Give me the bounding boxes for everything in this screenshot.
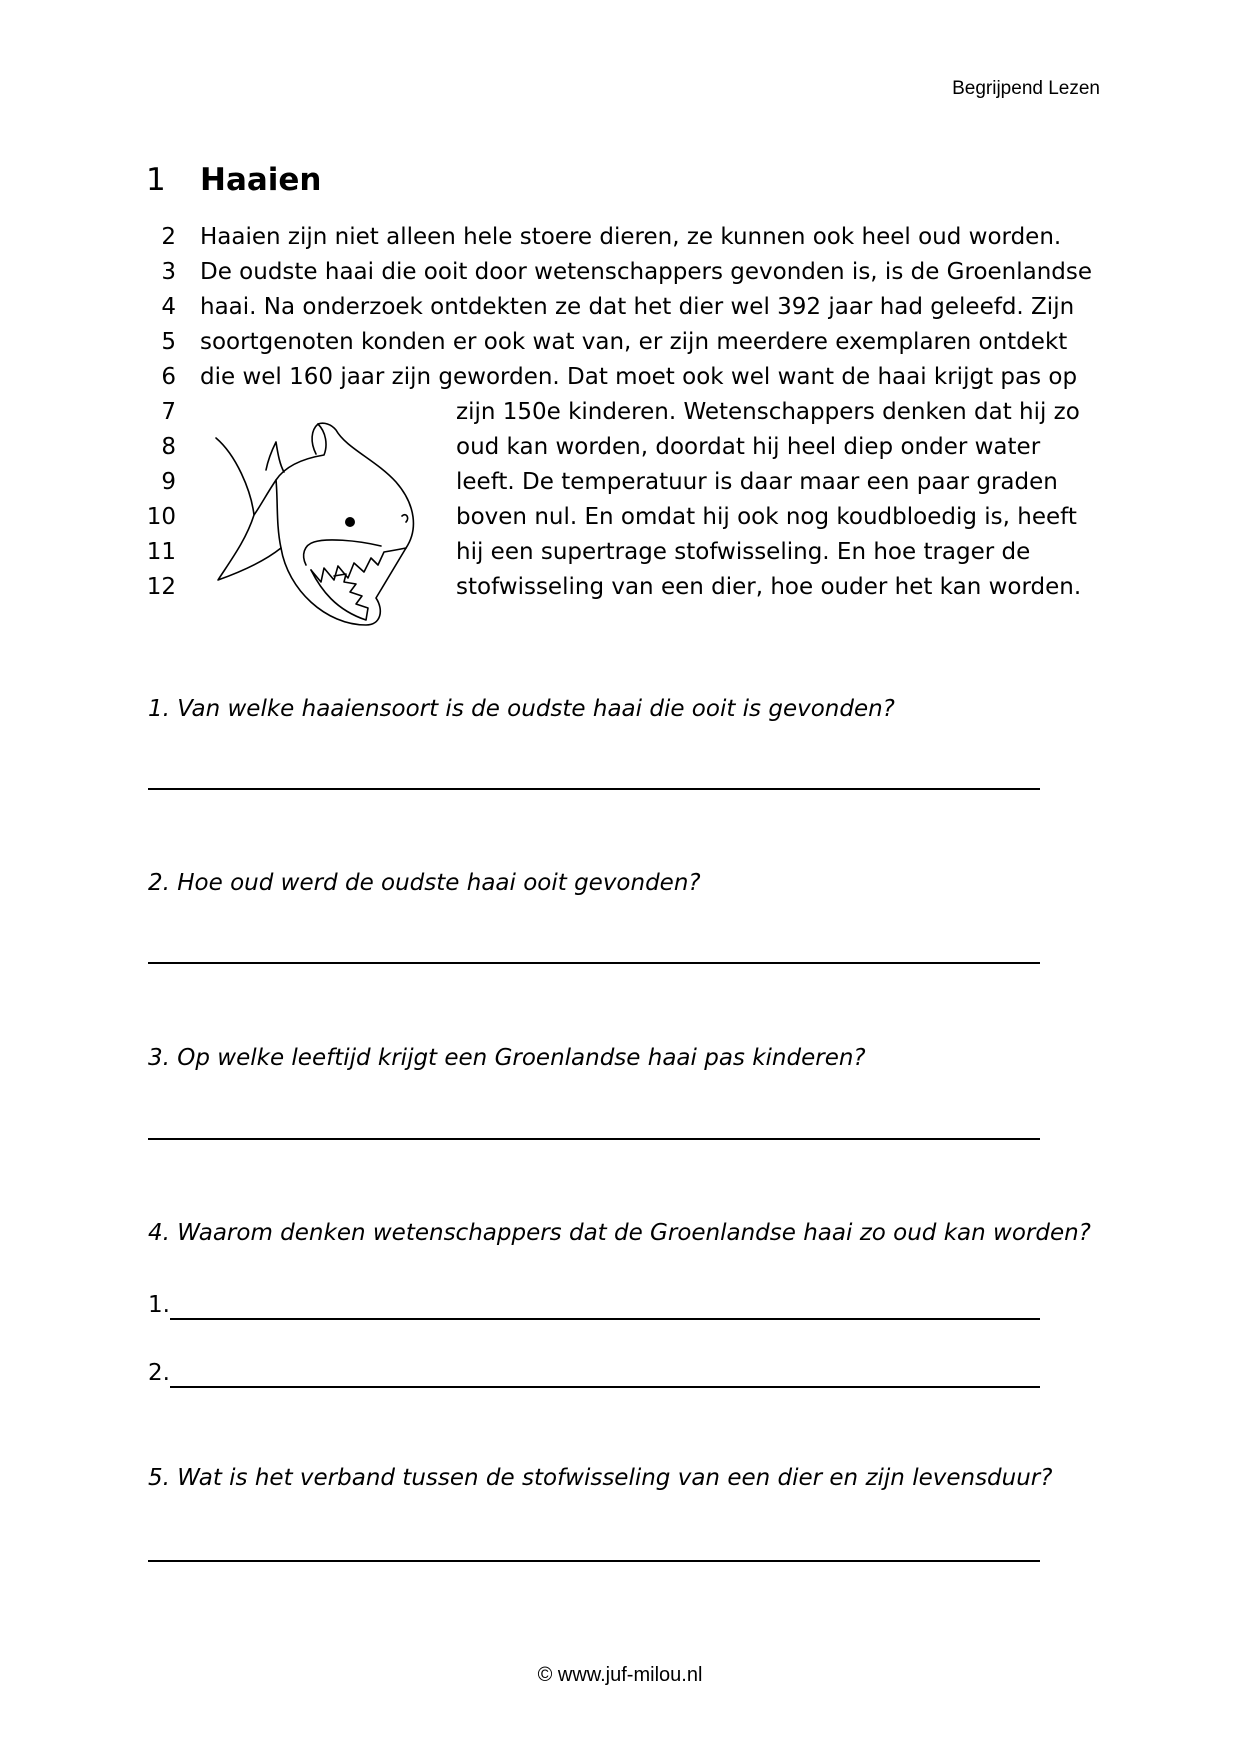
answer-line-3[interactable] [148,1138,1040,1140]
title-line-number: 1 [146,162,166,198]
question-1: 1. Van welke haaiensoort is de oudste haai die ooit is gevonden? [148,696,895,722]
question-3: 3. Op welke leeftijd krijgt een Groenlandse haai pas kinderen? [148,1045,866,1071]
line-number: 6 [161,364,176,390]
line-number: 4 [161,294,176,320]
line-number: 5 [161,329,176,355]
text-line [146,432,1041,462]
sub-answer-label: 1. [148,1292,170,1318]
answer-underline[interactable] [170,1386,1040,1388]
line-number: 9 [161,469,176,495]
line-text: oud kan worden, doordat hij heel diep onder water [456,434,1041,460]
text-line [146,257,1092,287]
line-text: soortgenoten konden er ook wat van, er zijn meerdere exemplaren ontdekt [200,329,1068,355]
text-line [146,572,1082,602]
answer-line-2[interactable] [148,962,1040,964]
answer-line-4a[interactable] [148,1292,170,1318]
line-number: 10 [146,504,176,530]
page-header: Begrijpend Lezen [952,78,1100,99]
shark-illustration [206,420,436,630]
title-row [146,162,322,198]
answer-line-5[interactable] [148,1560,1040,1562]
question-5: 5. Wat is het verband tussen de stofwisseling van een dier en zijn levensduur? [148,1465,1053,1491]
text-line [146,467,1058,497]
text-line [146,362,1077,392]
line-number: 12 [146,574,176,600]
answer-line-4b[interactable] [148,1360,170,1386]
text-line [146,537,1031,567]
line-text: leeft. De temperatuur is daar maar een paar graden [456,469,1058,495]
line-text: hij een supertrage stofwisseling. En hoe trager de [456,539,1031,565]
line-text: stofwisseling van een dier, hoe ouder het kan worden. [456,574,1082,600]
line-text: zijn 150e kinderen. Wetenschappers denken dat hij zo [456,399,1080,425]
page-title: Haaien [200,162,322,198]
sub-answer-label: 2. [148,1360,170,1386]
line-number: 11 [146,539,176,565]
text-line [146,397,1080,427]
question-4: 4. Waarom denken wetenschappers dat de Groenlandse haai zo oud kan worden? [148,1220,1091,1246]
text-line [146,327,1067,357]
text-line [146,222,1061,252]
text-line [146,502,1077,532]
line-text: haai. Na onderzoek ontdekten ze dat het dier wel 392 jaar had geleefd. Zijn [200,294,1075,320]
line-number: 7 [161,399,176,425]
line-number: 8 [161,434,176,460]
answer-line-1[interactable] [148,788,1040,790]
line-text: die wel 160 jaar zijn geworden. Dat moet ook wel want de haai krijgt pas op [200,364,1078,390]
line-number: 3 [161,259,176,285]
text-line [146,292,1074,322]
answer-underline[interactable] [170,1318,1040,1320]
line-text: Haaien zijn niet alleen hele stoere dieren, ze kunnen ook heel oud worden. [200,224,1062,250]
footer-copyright: © www.juf-milou.nl [537,1664,703,1686]
line-text: boven nul. En omdat hij ook nog koudbloedig is, heeft [456,504,1077,530]
line-number: 2 [161,224,176,250]
question-2: 2. Hoe oud werd de oudste haai ooit gevonden? [148,870,701,896]
line-text: De oudste haai die ooit door wetenschappers gevonden is, is de Groenlandse [200,259,1093,285]
